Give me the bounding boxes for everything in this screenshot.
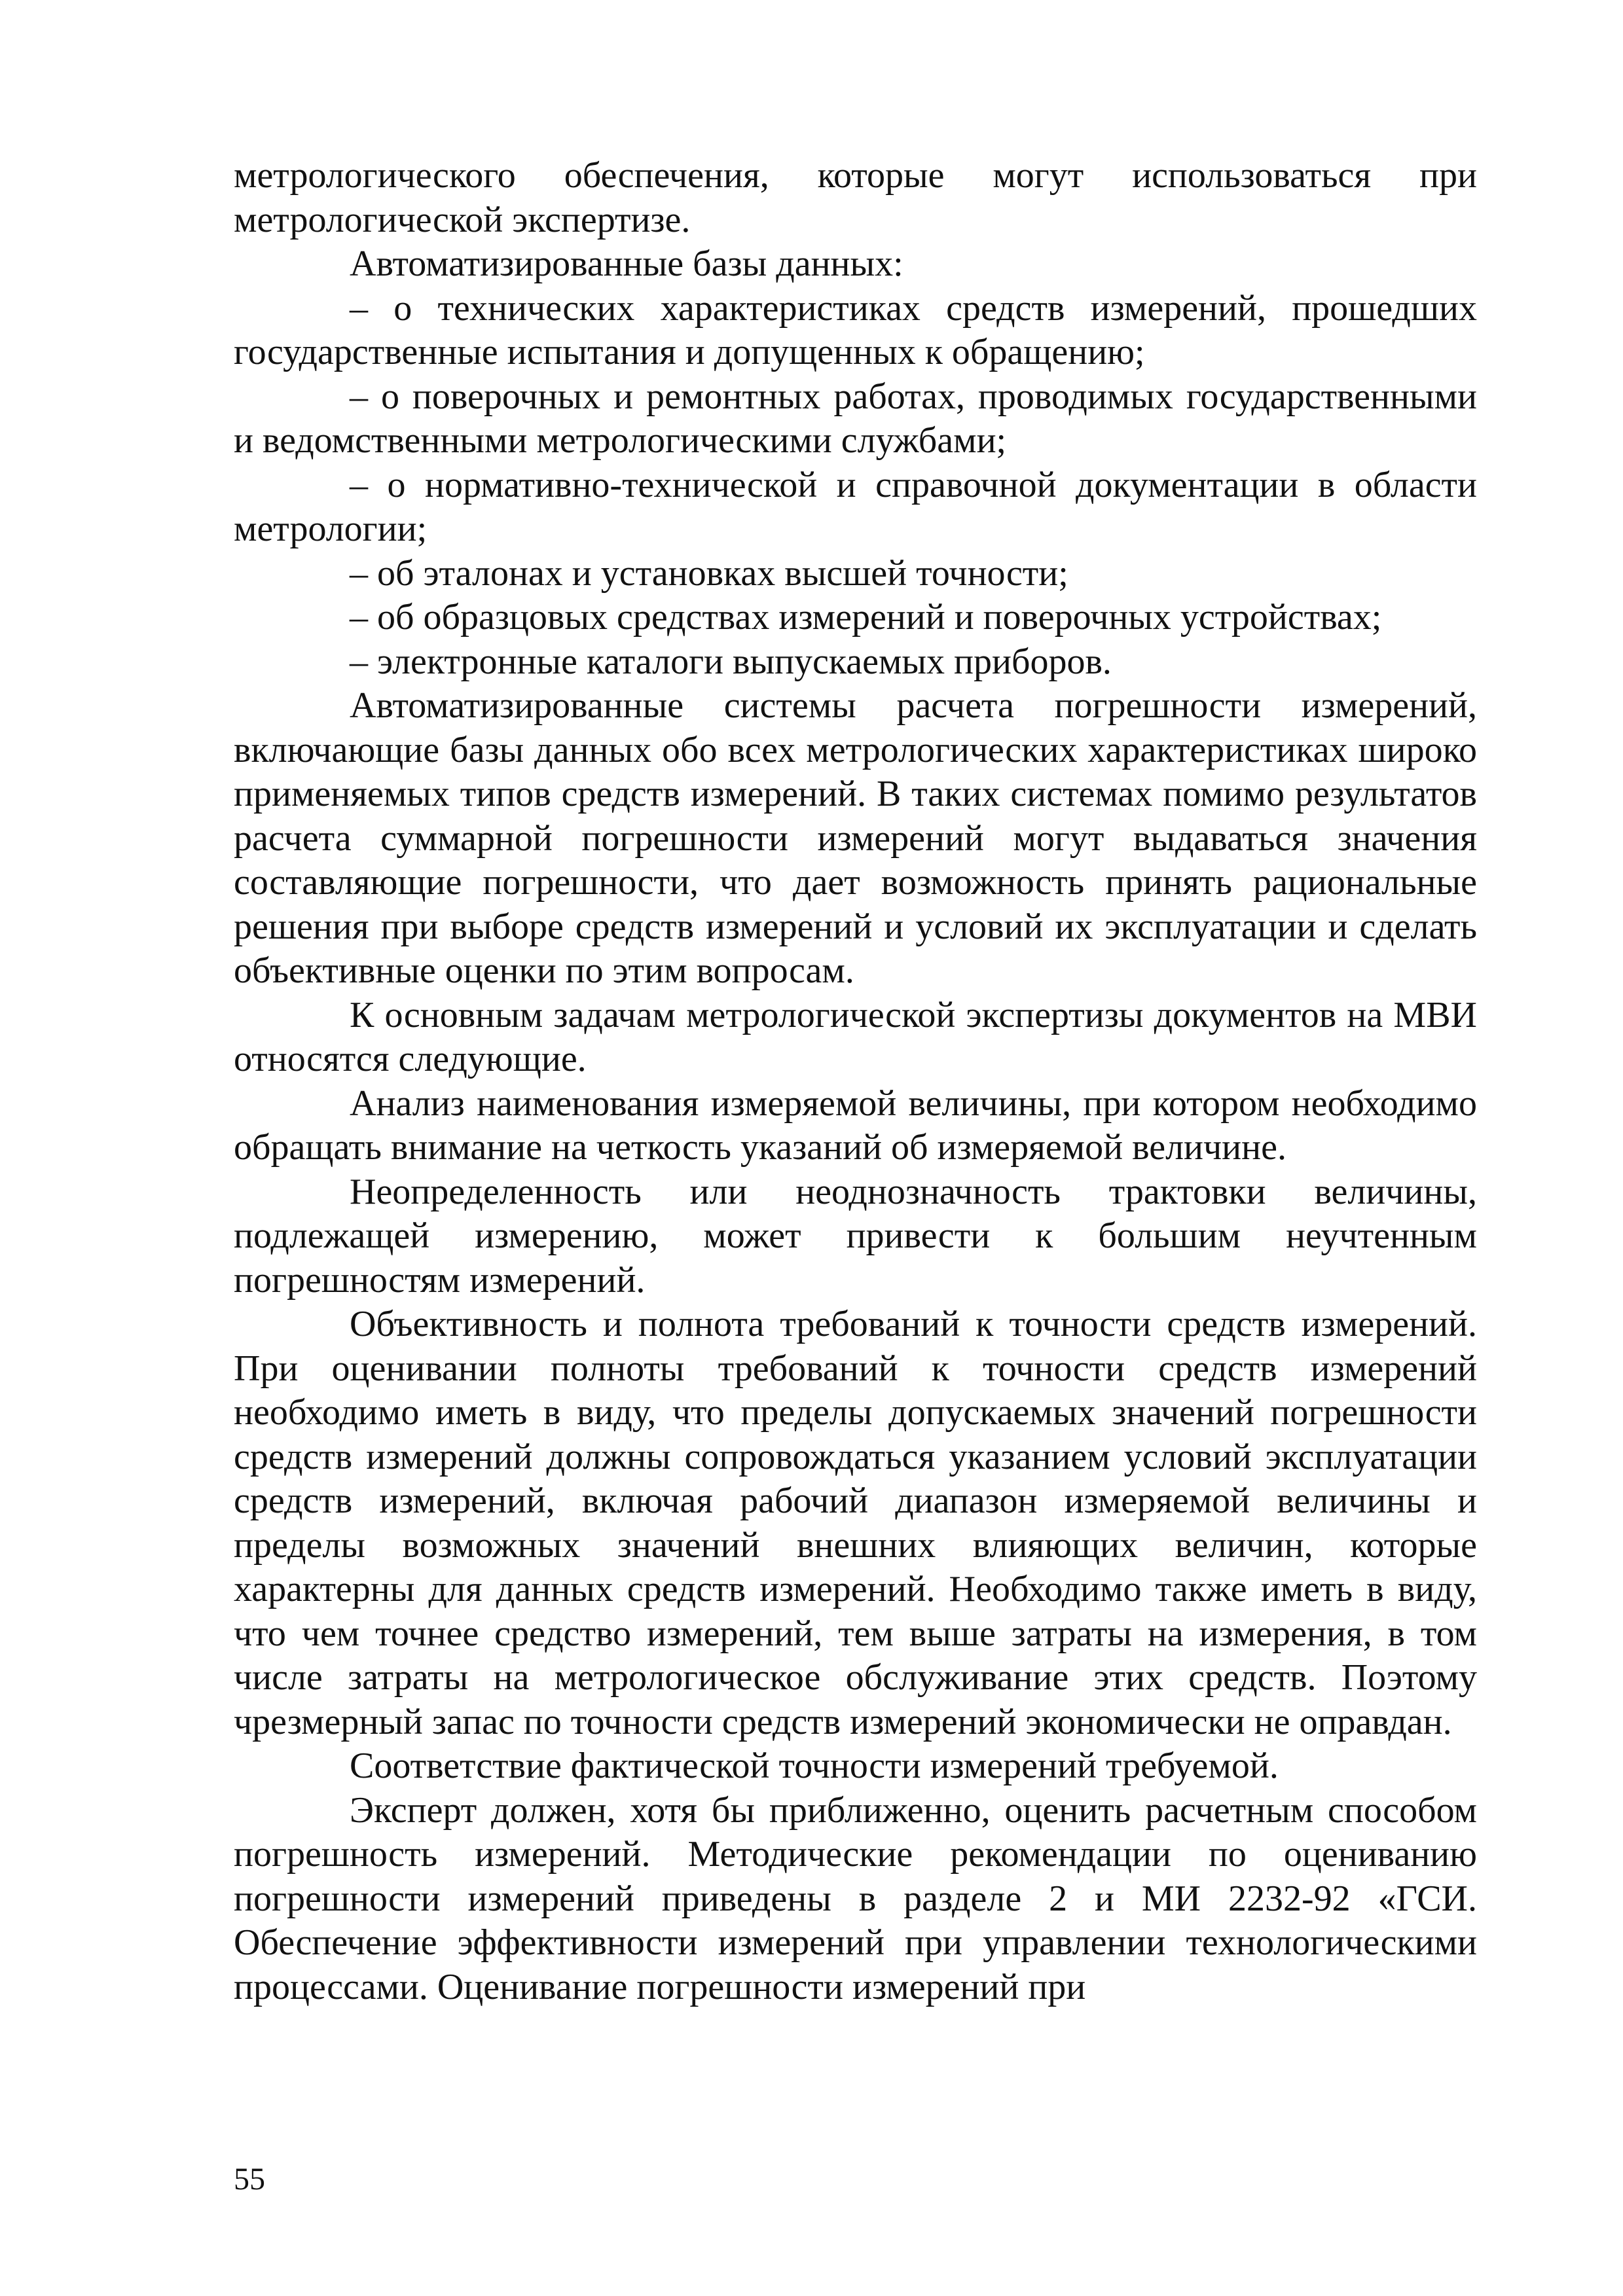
paragraph: Объективность и полнота требований к точности средств измерений. При оценивании полноты требований к точности средств измерений необходимо иметь в виду, что пределы допускаемых значений погрешности средств измерений должны сопровождаться указанием условий эксплуатации средств измерений, включая рабочий диапазон измеряемой величины и пределы возможных значений внешних влияющих величин, которые характерны для данных средств измерений. Необходимо также иметь в виду, что чем точнее средство измерений, тем выше затраты на измерения, в том числе затраты на метрологическое обслуживание этих средств. Поэтому чрезмерный запас по точности средств измерений экономически не оправдан. <box>234 1304 1477 1742</box>
page-number: 55 <box>234 2162 265 2197</box>
paragraph: Анализ наименования измеряемой величины, при котором необходимо обращать внимание на четкость указаний об измеряемой величине. <box>234 1083 1477 1168</box>
body-text <box>234 154 1477 2009</box>
list-item: – электронные каталоги выпускаемых приборов. <box>350 641 1112 682</box>
list-item: – о технических характеристиках средств измерений, прошедших государственные испытания и допущенных к обращению; <box>234 287 1477 372</box>
paragraph: К основным задачам метрологической экспертизы документов на МВИ относятся следующие. <box>234 994 1477 1079</box>
list-item: – о поверочных и ремонтных работах, проводимых государственными и ведомственными метрологическими службами; <box>234 376 1477 461</box>
paragraph: Соответствие фактической точности измерений требуемой. <box>350 1746 1279 1786</box>
list-item: – о нормативно-технической и справочной документации в области метрологии; <box>234 464 1477 549</box>
list-item: – об образцовых средствах измерений и поверочных устройствах; <box>350 597 1382 637</box>
paragraph: Неопределенность или неоднозначность трактовки величины, подлежащей измерению, может привести к большим неучтенным погрешностям измерений. <box>234 1171 1477 1300</box>
paragraph: Эксперт должен, хотя бы приближенно, оценить расчетным способом погрешность измерений. Методические рекомендации по оцениванию погрешности измерений приведены в разделе 2 и МИ 2232-92 «ГСИ. Обеспечение эффективности измерений при управлении технологическими процессами. Оценивание погрешности измерений при <box>234 1789 1477 2007</box>
paragraph: Автоматизированные системы расчета погрешности измерений, включающие базы данных обо всех метрологических характеристиках широко применяемых типов средств измерений. В таких системах помимо результатов расчета суммарной погрешности измерений могут выдаваться значения составляющие погрешности, что дает возможность принять рациональные решения при выборе средств измерений и условий их эксплуатации и сделать объективные оценки по этим вопросам. <box>234 685 1477 991</box>
paragraph: метрологического обеспечения, которые могут использоваться при метрологической экспертизе. <box>234 155 1477 240</box>
list-item: – об эталонах и установках высшей точности; <box>350 552 1068 594</box>
paragraph: Автоматизированные базы данных: <box>350 243 903 284</box>
